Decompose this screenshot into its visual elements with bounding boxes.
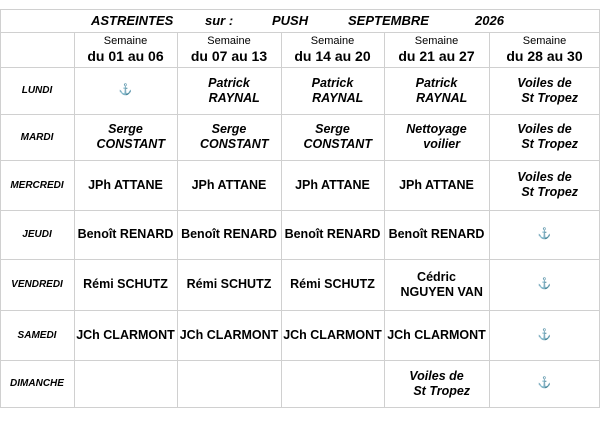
week-label: Semaine xyxy=(414,34,459,47)
assignee: Benoît RENARD xyxy=(388,227,485,241)
grid-hline xyxy=(0,407,600,408)
schedule-cell xyxy=(74,210,177,259)
anchor-icon xyxy=(489,210,600,259)
assignee: JPh ATTANE xyxy=(191,177,267,192)
schedule-cell xyxy=(281,210,384,259)
anchor-icon xyxy=(489,310,600,360)
schedule-cell xyxy=(384,114,489,160)
schedule-cell xyxy=(384,310,489,360)
week-label: Semaine xyxy=(310,34,355,47)
assignee: Benoît RENARD xyxy=(284,227,381,241)
grid-hline xyxy=(0,9,600,10)
day-label: MARDI xyxy=(20,131,54,143)
schedule-cell xyxy=(177,360,281,407)
assignee: Benoît RENARD xyxy=(181,227,277,241)
week-label: Semaine xyxy=(207,34,251,47)
assignee: JPh ATTANE xyxy=(295,177,370,192)
assignee: Rémi SCHUTZ xyxy=(186,277,272,291)
assignee: JPh ATTANE xyxy=(399,177,474,192)
title-month: SEPTEMBRE xyxy=(348,13,429,28)
assignee: Rémi SCHUTZ xyxy=(290,277,375,291)
schedule-cell xyxy=(384,259,489,310)
schedule-cell xyxy=(384,360,489,407)
assignee: Patrick RAYNAL xyxy=(208,75,260,105)
assignee: Rémi SCHUTZ xyxy=(83,277,168,291)
assignee: JCh CLARMONT xyxy=(179,327,279,342)
schedule-cell xyxy=(489,67,600,114)
assignee: Serge CONSTANT xyxy=(199,122,269,151)
week-range: du 28 au 30 xyxy=(506,47,583,64)
schedule-cell xyxy=(281,259,384,310)
assignee: Nettoyage voilier xyxy=(406,122,467,151)
schedule-cell xyxy=(177,114,281,160)
assignee: JPh ATTANE xyxy=(88,177,163,192)
assignee: Serge CONSTANT xyxy=(96,122,165,151)
anchor-icon xyxy=(489,360,600,407)
schedule-cell xyxy=(177,210,281,259)
schedule-cell xyxy=(177,67,281,114)
assignee: JCh CLARMONT xyxy=(387,327,486,342)
schedule-cell xyxy=(74,310,177,360)
assignee: JCh CLARMONT xyxy=(283,327,382,342)
week-range: du 21 au 27 xyxy=(398,47,475,64)
anchor-glyph: ⚓ xyxy=(537,328,552,341)
schedule-cell xyxy=(384,160,489,210)
week-header xyxy=(384,32,489,67)
schedule-cell xyxy=(281,114,384,160)
schedule-cell xyxy=(489,114,600,160)
schedule-cell xyxy=(177,160,281,210)
assignee: Voiles de St Tropez xyxy=(517,122,579,151)
assignee: JCh CLARMONT xyxy=(76,327,175,342)
day-label: JEUDI xyxy=(22,229,52,240)
day-label: DIMANCHE xyxy=(10,378,64,389)
week-range: du 14 au 20 xyxy=(294,47,371,64)
schedule-cell xyxy=(281,310,384,360)
anchor-glyph: ⚓ xyxy=(118,84,133,96)
day-label: VENDREDI xyxy=(11,279,63,290)
schedule-cell xyxy=(281,160,384,210)
schedule-cell xyxy=(177,259,281,310)
assignee: Benoît RENARD xyxy=(77,227,174,241)
assignee: Patrick RAYNAL xyxy=(415,75,468,105)
week-header xyxy=(281,32,384,67)
schedule-cell xyxy=(74,259,177,310)
week-label: Semaine xyxy=(522,34,567,47)
anchor-glyph: ⚓ xyxy=(537,278,552,290)
week-label: Semaine xyxy=(103,34,148,47)
anchor-icon xyxy=(74,67,177,114)
schedule-cell xyxy=(177,310,281,360)
day-label: LUNDI xyxy=(21,85,53,96)
schedule-cell xyxy=(384,210,489,259)
assignee: Voiles de St Tropez xyxy=(517,170,579,199)
anchor-glyph: ⚓ xyxy=(537,228,552,240)
week-header xyxy=(489,32,600,67)
assignee: Patrick RAYNAL xyxy=(311,75,364,105)
title-sur: sur : xyxy=(205,13,234,28)
week-range: du 07 au 13 xyxy=(190,47,268,64)
title-year: 2026 xyxy=(475,13,504,28)
title-vessel: PUSH xyxy=(272,13,309,28)
assignee: Voiles de St Tropez xyxy=(517,75,579,105)
day-label: SAMEDI xyxy=(17,329,57,341)
week-header xyxy=(177,32,281,67)
week-header xyxy=(74,32,177,67)
schedule-cell xyxy=(74,114,177,160)
schedule-cell xyxy=(489,160,600,210)
assignee: Cédric NGUYEN VAN xyxy=(400,269,483,299)
title-label: ASTREINTES xyxy=(91,13,174,28)
schedule-cell xyxy=(74,160,177,210)
day-label: MERCREDI xyxy=(10,179,64,191)
anchor-glyph: ⚓ xyxy=(537,377,552,389)
schedule-cell xyxy=(281,360,384,407)
week-range: du 01 au 06 xyxy=(87,47,164,64)
schedule-cell xyxy=(384,67,489,114)
schedule-cell xyxy=(281,67,384,114)
assignee: Serge CONSTANT xyxy=(303,122,372,151)
anchor-icon xyxy=(489,259,600,310)
schedule-cell xyxy=(74,360,177,407)
assignee: Voiles de St Tropez xyxy=(409,368,471,398)
